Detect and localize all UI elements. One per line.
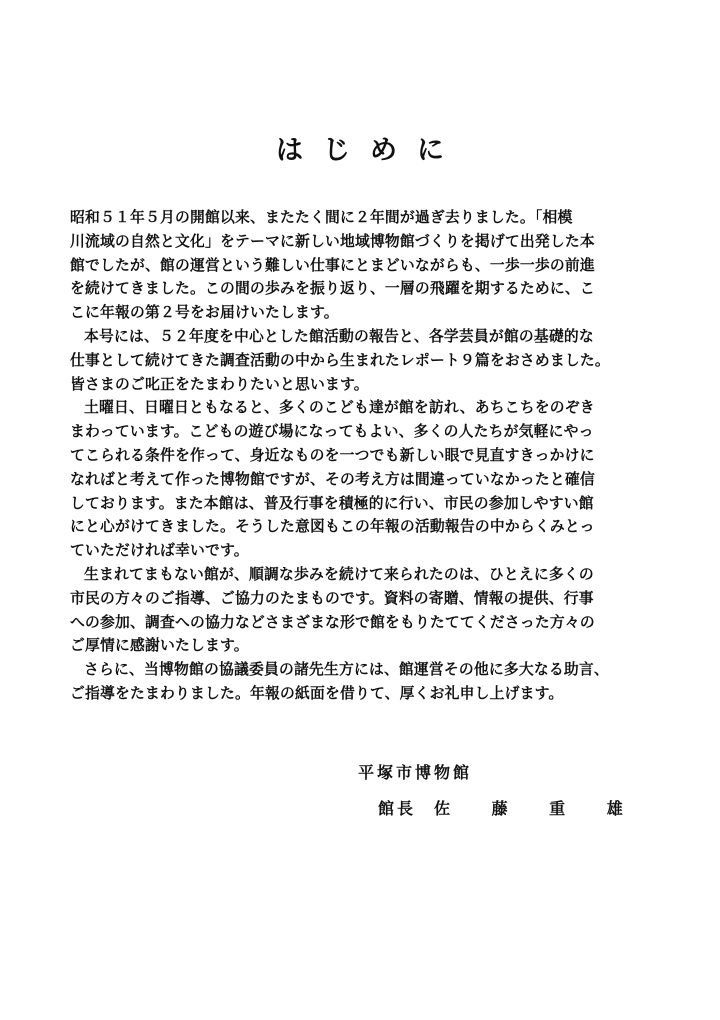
text-line: 皆さまのご叱正をたまわりたいと思います。 xyxy=(70,375,369,393)
text-line: さらに、当博物館の協議委員の諸先生方には、館運営その他に多大なる助言、 xyxy=(84,661,609,679)
text-line: こに年報の第２号をお届けいたします。 xyxy=(70,304,339,322)
text-line: 市民の方々のご指導、ご協力のたまものです。資料の寄贈、情報の提供、行事 xyxy=(70,589,594,607)
text-line: を続けてきました。この間の歩みを振り返り、一層の飛躍を期するために、こ xyxy=(70,280,595,298)
signature-director xyxy=(378,796,641,819)
text-line: ご厚情に感謝いたします。 xyxy=(70,637,249,655)
text-line: まわっています。こどもの遊び場になってもよい、多くの人たちが気軽にやっ xyxy=(70,423,594,441)
body-text xyxy=(70,206,650,706)
text-line: への参加、調査への協力などさまざまな形で館をもりたててくださった方々の xyxy=(70,613,595,631)
signature-role: 館長 xyxy=(378,799,417,818)
text-line: にと心がけてきました。そうした意図もこの年報の活動報告の中からくみとっ xyxy=(70,518,595,536)
text-line: 土曜日、日曜日ともなると、多くのこども達が館を訪れ、あちこちをのぞき xyxy=(84,399,595,417)
signature-institution: 平塚市博物館 xyxy=(358,763,473,782)
text-line: 館でしたが、館の運営という難しい仕事にとまどいながらも、一歩一歩の前進 xyxy=(70,256,595,274)
text-line: てこられる条件を作って、身近なものを一つでも新しい眼で見直すきっかけに xyxy=(70,446,595,464)
text-line: 昭和５１年５月の開館以来、またたく間に２年間が過ぎ去りました。「相模 xyxy=(70,209,573,226)
text-line: ていただければ幸いです。 xyxy=(70,542,249,560)
signature-name: 佐 藤 重 雄 xyxy=(434,799,641,818)
text-line: なればと考えて作った博物館ですが、その考え方は間違っていなかったと確信 xyxy=(70,470,595,488)
text-line: 生まれてまもない館が、順調な歩みを続けて来られたのは、ひとえに多くの xyxy=(84,565,594,583)
document-title: はじめに xyxy=(276,135,464,166)
text-line: 川流域の自然と文化」をテーマに新しい地域博物館づくりを掲げて出発した本 xyxy=(70,232,595,250)
text-line: 仕事として続けてきた調査活動の中から生まれたレポート９篇をおさめました。 xyxy=(70,351,610,369)
text-line: しております。また本館は、普及行事を積極的に行い、市民の参加しやすい館 xyxy=(70,494,594,512)
text-line: ご指導をたまわりました。年報の紙面を借りて、厚くお礼申し上げます。 xyxy=(70,684,564,702)
text-line: 本号には、５２年度を中心とした館活動の報告と、各学芸員が館の基礎的な xyxy=(84,327,594,345)
